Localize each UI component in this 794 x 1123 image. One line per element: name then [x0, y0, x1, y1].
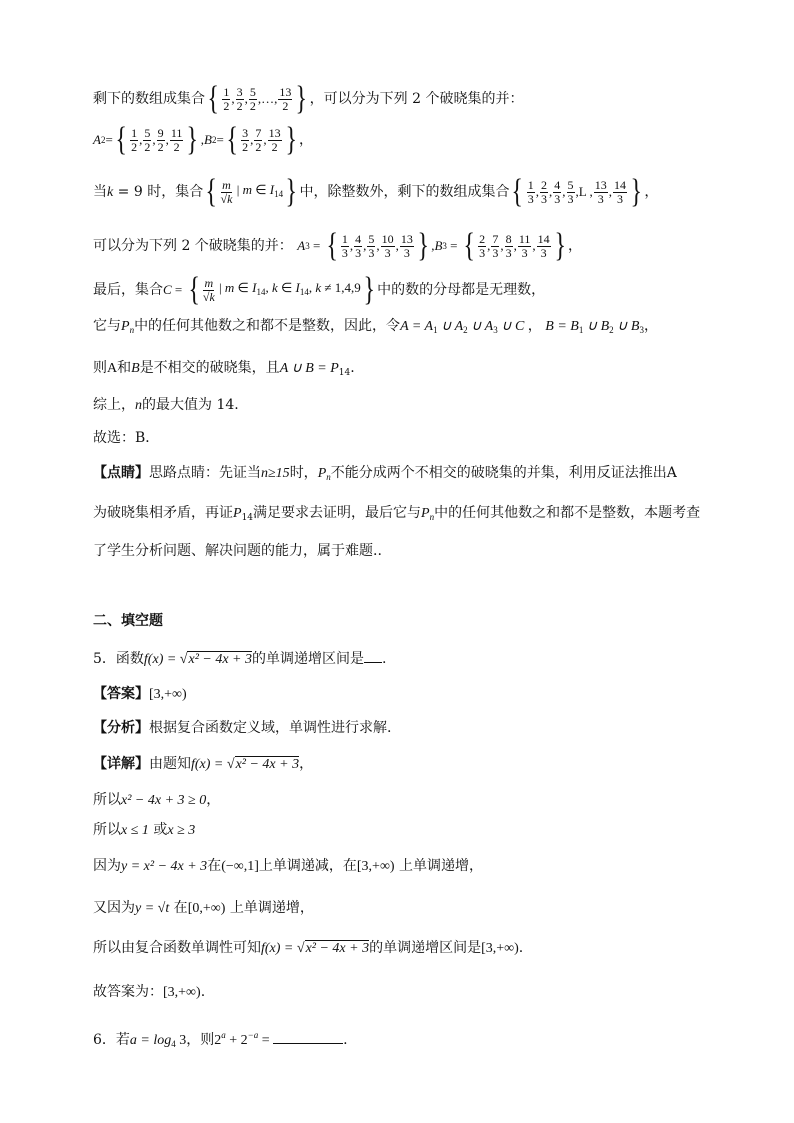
answer-blank	[273, 1031, 343, 1044]
line-disjoint: 则A和B是不相交的破晓集，且A ∪ $B = P_{14}$.	[93, 360, 355, 378]
set-thirds: { $\frac{1}{3}$ , $\frac{2}{3}$ , $\frac{4}{3}$ , $\frac{5}{3}$ ,L , $\frac{13}{3}$ , $\frac{14}{3}$ }	[511, 173, 642, 210]
line-choice: 故选：B．	[93, 430, 160, 446]
set-a2: A 2 = { $\frac{1}{2}$ , $\frac{5}{2}$ , $\frac{9}{2}$ , $\frac{11}{2}$ } , B 2 = { $\frac{3}{2}$ , $\frac{7}{2}$ , $\frac{13}{2}$ }	[93, 121, 297, 158]
text: 剩下的数组成集合	[93, 91, 205, 107]
text: ，可以分为下列 2 个破晓集的并：	[309, 91, 524, 107]
answer-line: 【答案】[3,+∞)	[93, 686, 187, 702]
analysis-line: 【分析】根据复合函数定义域，单调性进行求解.	[93, 720, 392, 736]
line-conclusion: 综上，n的最大值为 14.	[93, 397, 239, 413]
set-a3: A 3 = { $\frac{1}{3}$ , $\frac{4}{3}$ , $\frac{5}{3}$ , $\frac{10}{3}$ , $\frac{13}{3}$ } , B 3 = { $\frac{2}{3}$ , $\frac{7}{3}$ , $\frac{8}{3}$ , $\frac{11}{3}$ , $\frac{14}{3}$ }	[297, 227, 566, 264]
step-3: 因为y = x² − 4x + 3在(−∞,1]上单调递减，在[3,+∞) 上单调递增，	[93, 858, 484, 874]
line-a2-b2	[93, 123, 313, 157]
set-c: C = { $\frac{m}{√k}$ | m ∈ $I_{14}$, k ∈ $I_{14}$, k ≠ 1,4,9 }	[163, 271, 375, 308]
answer-blank	[364, 650, 382, 663]
step-1: 所以x² − 4x + 3 ≥ 0，	[93, 792, 221, 808]
final-answer: 故答案为：[3,+∞).	[93, 984, 206, 1000]
line-k9: 当k = 9 时，集合 { $\frac{m}{√k}$ | m ∈ $I_{14}$ } 中，除整数外，剩下的数组成集合 { $\frac{1}{3}$ , $\frac{2}{3}$ , $\frac{4}{3}$ , $\frac{5}{3}$ ,L , $\frac{13}{3}$ , $\frac{14}{3}$ } ，	[93, 173, 659, 210]
line-remaining-set	[93, 82, 523, 116]
line-a3-b3: 可以分为下列 2 个破晓集的并： A 3 = { $\frac{1}{3}$ , $\frac{4}{3}$ , $\frac{5}{3}$ , $\frac{10}{3}$ , $\frac{13}{3}$ } , B 3 = { $\frac{2}{3}$ , $\frac{7}{3}$ , $\frac{8}{3}$ , $\frac{11}{3}$ , $\frac{14}{3}$ } ，	[93, 227, 582, 264]
line-union-def: 它与$P_n$中的任何其他数之和都不是整数，因此，令$A = A_1$ ∪ $A_2$ ∪ $A_3$ ∪ C ， $B = B_1$ ∪ $B_2$ ∪ $B_3$，	[93, 318, 658, 335]
line-comment-3: 了学生分析问题、解决问题的能力，属于难题..	[93, 543, 382, 559]
text: ，	[298, 132, 313, 148]
question-5: 5．函数f(x) = √x² − 4x + 3的单调递增区间是 .	[93, 651, 387, 667]
line-set-c: 最后，集合 C = { $\frac{m}{√k}$ | m ∈ $I_{14}$, k ∈ $I_{14}$, k ≠ 1,4,9 } 中的数的分母都是无理数，	[93, 271, 546, 308]
step-4: 又因为y = √t 在[0,+∞) 上单调递增，	[93, 900, 314, 916]
line-comment-1: 【点睛】思路点睛：先证当n≥15时，$P_n$不能分成两个不相交的破晓集的并集，利用反证法推出A	[93, 465, 677, 482]
set-m-sqrt-k: { $\frac{m}{√k}$ | m ∈ $I_{14}$ }	[205, 173, 298, 210]
step-5: 所以由复合函数单调性可知f(x) = √x² − 4x + 3的单调递增区间是[3,+∞).	[93, 940, 524, 956]
comment-tag: 【点睛】	[93, 465, 149, 481]
line-comment-2: 为破晓集相矛盾，再证$P_{14}$满足要求去证明，最后它与$P_n$中的任何其他数之和都不是整数，本题考查	[93, 505, 701, 523]
section-heading: 二、填空题	[93, 613, 163, 629]
step-2: 所以x ≤ 1 或x ≥ 3	[93, 822, 196, 838]
detail-line: 【详解】由题知f(x) = √x² − 4x + 3，	[93, 756, 314, 772]
set-halves: { $\frac{1}{2}$ , $\frac{3}{2}$ , $\frac{5}{2}$ , …, $\frac{13}{2}$ }	[207, 80, 308, 117]
ellipsis: …,	[261, 91, 278, 106]
question-6: 6．若$a = \log_4 3$，则$2^a + 2^{-a}$ = .	[93, 1030, 348, 1049]
